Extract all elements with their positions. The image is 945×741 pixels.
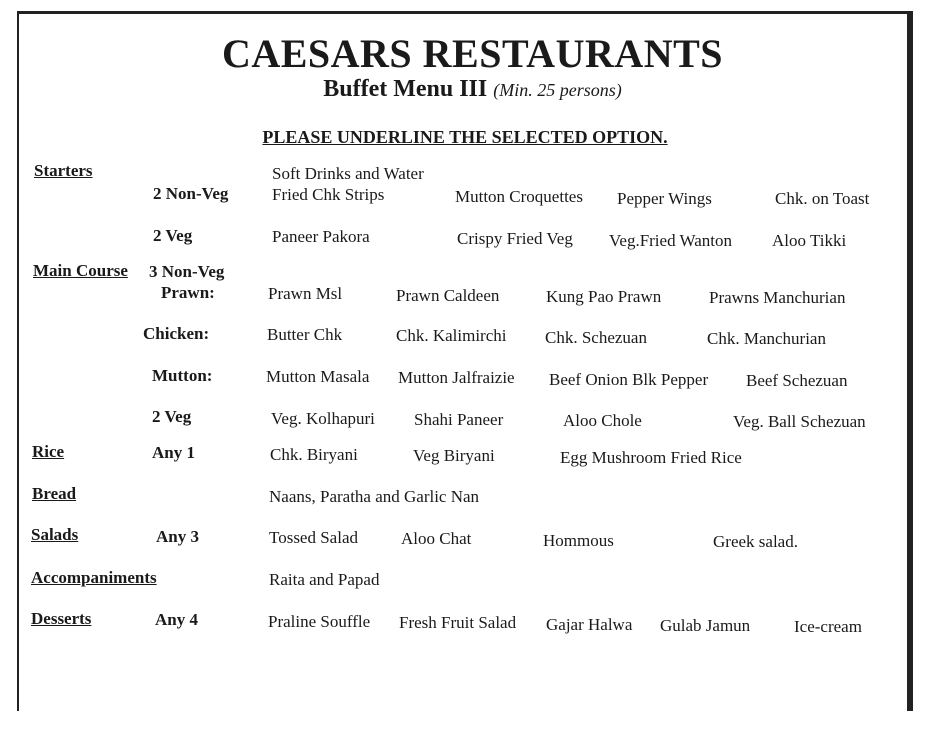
section-starters: Starters	[34, 161, 93, 180]
menu-item: Veg.Fried Wanton	[609, 231, 732, 250]
menu-item: Hommous	[543, 531, 614, 550]
menu-item: Beef Onion Blk Pepper	[549, 370, 709, 389]
menu-item: Gajar Halwa	[546, 615, 633, 634]
menu-item: Butter Chk	[267, 325, 343, 344]
count-label: Any 3	[156, 527, 199, 546]
menu-item: Soft Drinks and Water	[272, 164, 424, 183]
section-rice: Rice	[32, 442, 65, 461]
menu-item: Naans, Paratha and Garlic Nan	[269, 487, 480, 506]
menu-item: Pepper Wings	[617, 189, 712, 208]
section-desserts: Desserts	[31, 609, 92, 628]
menu-item: Crispy Fried Veg	[457, 229, 573, 248]
menu-item: Greek salad.	[713, 532, 798, 551]
menu-item: Kung Pao Prawn	[546, 287, 662, 306]
menu-subtitle	[0, 76, 945, 103]
menu-item: Tossed Salad	[269, 528, 358, 547]
menu-item: Beef Schezuan	[746, 371, 848, 390]
min-persons-note: (Min. 25 persons)	[493, 80, 622, 100]
menu-item: Veg. Kolhapuri	[271, 409, 375, 428]
menu-item: Prawns Manchurian	[709, 288, 846, 307]
count-label: Any 1	[152, 443, 195, 462]
section-bread: Bread	[32, 484, 77, 503]
menu-item: Gulab Jamun	[660, 616, 751, 635]
category-label: Mutton:	[152, 366, 213, 385]
menu-item: Paneer Pakora	[272, 227, 370, 246]
menu-item: Chk. Biryani	[270, 445, 358, 464]
menu-item: Veg Biryani	[413, 446, 495, 465]
menu-item: Aloo Chole	[563, 411, 642, 430]
menu-item: Shahi Paneer	[414, 410, 504, 429]
menu-item: Egg Mushroom Fried Rice	[560, 448, 742, 467]
menu-item: Veg. Ball Schezuan	[733, 412, 866, 431]
menu-item: Mutton Masala	[266, 367, 370, 386]
menu-item: Raita and Papad	[269, 570, 380, 589]
menu-item: Chk. Manchurian	[707, 329, 826, 348]
menu-item: Praline Souffle	[268, 612, 371, 631]
count-label: 2 Non-Veg	[153, 184, 229, 203]
count-label: 2 Veg	[152, 407, 192, 426]
count-label: 2 Veg	[153, 226, 193, 245]
count-label: Any 4	[155, 610, 198, 629]
page-border	[17, 11, 913, 711]
menu-item: Mutton Jalfraizie	[398, 368, 515, 387]
menu-item: Chk. Schezuan	[545, 328, 647, 347]
menu-item: Fresh Fruit Salad	[399, 613, 517, 632]
menu-item: Ice-cream	[794, 617, 862, 636]
section-salads: Salads	[31, 525, 79, 544]
menu-item: Prawn Caldeen	[396, 286, 500, 305]
menu-item: Aloo Tikki	[772, 231, 847, 250]
menu-item: Prawn Msl	[268, 284, 343, 303]
menu-item: Aloo Chat	[401, 529, 472, 548]
menu-item: Mutton Croquettes	[455, 187, 583, 206]
restaurant-title: CAESARS RESTAURANTS	[221, 31, 724, 76]
section-accompaniments: Accompaniments	[31, 568, 157, 587]
menu-item: Chk. Kalimirchi	[396, 326, 507, 345]
section-main-course: Main Course	[33, 261, 128, 280]
count-label: 3 Non-Veg	[149, 262, 225, 281]
menu-item: Chk. on Toast	[775, 189, 870, 208]
category-label: Prawn:	[161, 283, 215, 302]
category-label: Chicken:	[143, 324, 210, 343]
selection-instruction: PLEASE UNDERLINE THE SELECTED OPTION.	[262, 127, 668, 147]
menu-name: Buffet Menu III	[323, 76, 488, 102]
menu-item: Fried Chk Strips	[272, 185, 385, 204]
